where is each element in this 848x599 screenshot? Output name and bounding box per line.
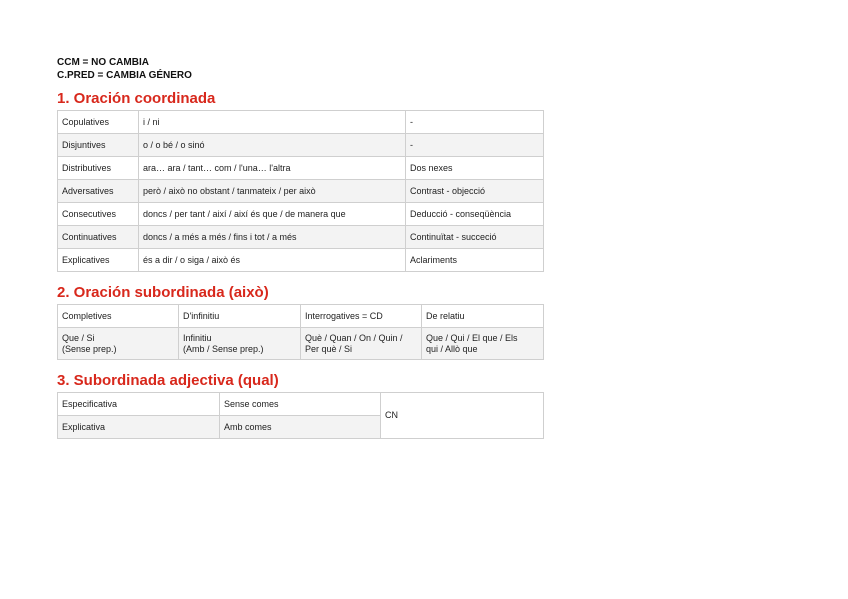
table-cell: però / això no obstant / tanmateix / per això (139, 180, 406, 203)
notes (57, 56, 543, 82)
table-cell: Què / Quan / On / Quin / Per què / Si (301, 328, 422, 360)
table-row (58, 157, 544, 180)
table-cell: i / ni (139, 111, 406, 134)
table-coordinada (57, 110, 544, 272)
table-cell: Disjuntives (58, 134, 139, 157)
table-cell-merged: CN (381, 393, 544, 439)
table-cell: Aclariments (406, 249, 544, 272)
table-cell: Completives (58, 305, 179, 328)
note-line: CCM = NO CAMBIA (57, 57, 149, 68)
table-cell: Interrogatives = CD (301, 305, 422, 328)
table-cell: Adversatives (58, 180, 139, 203)
table-row (58, 328, 544, 360)
table-cell: Deducció - conseqüència (406, 203, 544, 226)
table-cell: Amb comes (220, 416, 381, 439)
note-line: C.PRED = CAMBIA GÉNERO (57, 70, 192, 81)
table-cell: Contrast - objecció (406, 180, 544, 203)
table-row (58, 203, 544, 226)
table-cell: Infinitiu (Amb / Sense prep.) (179, 328, 301, 360)
table-subordinada (57, 304, 544, 360)
table-cell: Continuïtat - succeció (406, 226, 544, 249)
table-cell: - (406, 134, 544, 157)
section-title-adjectiva: 3. Subordinada adjectiva (qual) (57, 372, 279, 389)
table-cell: Explicativa (58, 416, 220, 439)
table-cell: o / o bé / o sinó (139, 134, 406, 157)
table-cell: Que / Si (Sense prep.) (58, 328, 179, 360)
table-cell: Explicatives (58, 249, 139, 272)
table-cell: és a dir / o siga / això és (139, 249, 406, 272)
table-row (58, 180, 544, 203)
table-cell: - (406, 111, 544, 134)
table-cell: Sense comes (220, 393, 381, 416)
table-cell: Distributives (58, 157, 139, 180)
section-title-coordinada: 1. Oración coordinada (57, 90, 216, 107)
table-adjectiva (57, 392, 544, 439)
table-cell: doncs / a més a més / fins i tot / a més (139, 226, 406, 249)
section-title-subordinada: 2. Oración subordinada (això) (57, 284, 269, 301)
table-cell: Continuatives (58, 226, 139, 249)
table-cell: ara… ara / tant… com / l'una… l'altra (139, 157, 406, 180)
document-page (57, 56, 543, 439)
table-cell: doncs / per tant / així / així és que / de manera que (139, 203, 406, 226)
table-cell: Que / Qui / El que / Els qui / Allò que (422, 328, 544, 360)
table-row (58, 134, 544, 157)
table-row (58, 305, 544, 328)
table-cell: D'infinitiu (179, 305, 301, 328)
table-cell: Especificativa (58, 393, 220, 416)
table-cell: Dos nexes (406, 157, 544, 180)
table-cell: De relatiu (422, 305, 544, 328)
table-row (58, 249, 544, 272)
table-row (58, 393, 544, 416)
table-cell: Consecutives (58, 203, 139, 226)
table-row (58, 226, 544, 249)
table-row (58, 111, 544, 134)
table-cell: Copulatives (58, 111, 139, 134)
